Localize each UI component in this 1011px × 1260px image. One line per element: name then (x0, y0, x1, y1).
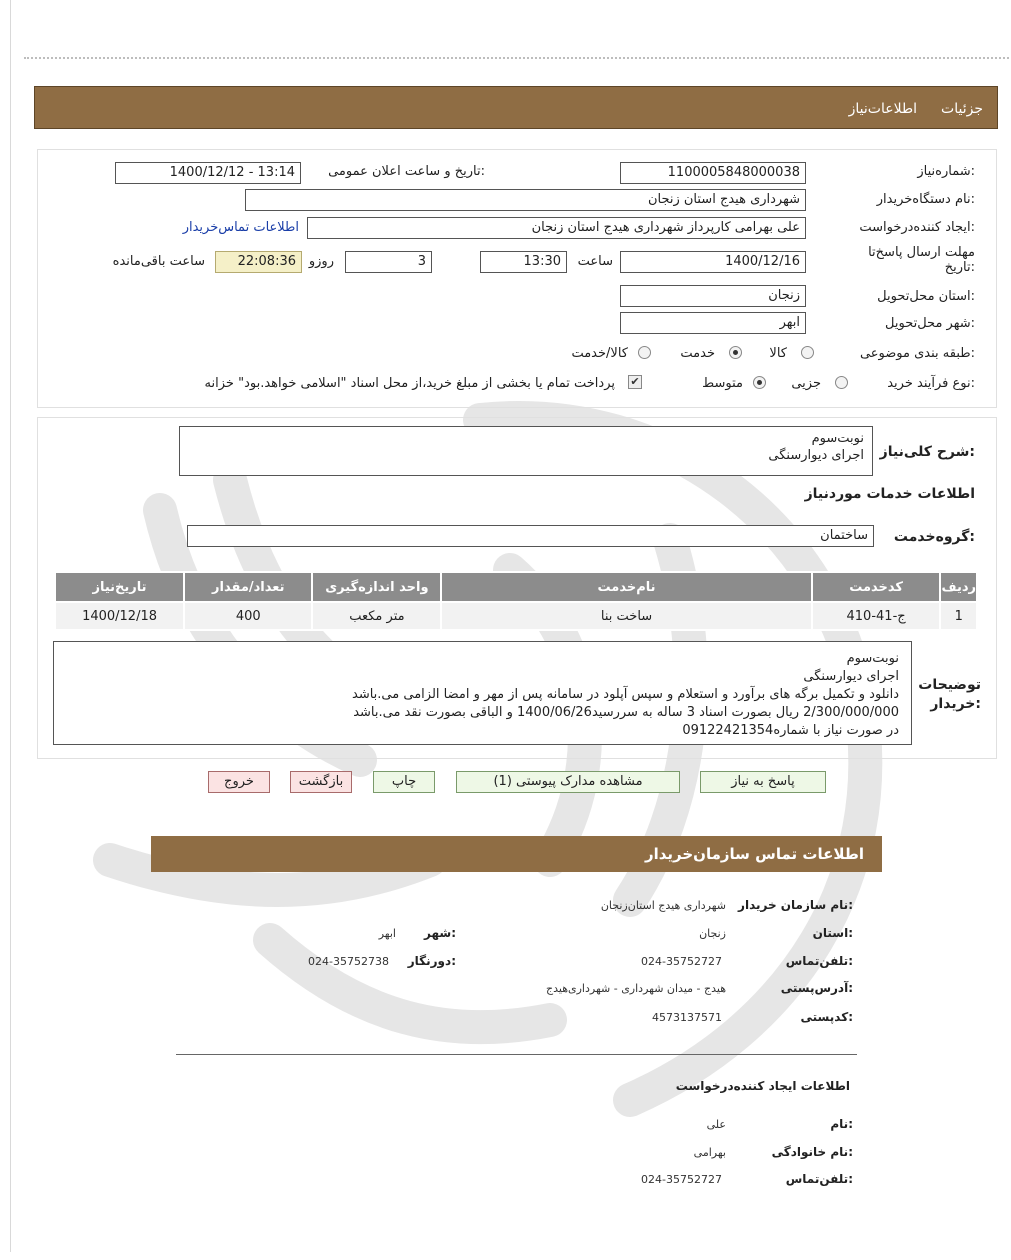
announce-field: 1400/12/12 - 13:14 (115, 162, 301, 184)
remaining-time-field: 22:08:36 (215, 251, 302, 273)
print-button[interactable]: چاپ (373, 771, 435, 793)
contact-phone-label: تلفن‌تماس: (785, 954, 853, 968)
category-label: طبقه بندی موضوعی: (859, 346, 975, 361)
requester-family-value: بهرامی (693, 1146, 726, 1159)
postal-value: 4573137571 (652, 1011, 722, 1024)
category-goods-label: کالا (769, 346, 787, 361)
summary-label: شرح کلی‌نیاز: (879, 444, 975, 460)
fax-value: 024-35752738 (308, 955, 389, 968)
buyer-org-label: نام دستگاه‌خریدار: (876, 192, 975, 207)
need-details-panel (37, 149, 997, 408)
deadline-time-field: 13:30 (480, 251, 567, 273)
dotted-divider (24, 57, 1009, 59)
city-label: شهر محل‌تحویل: (885, 316, 975, 331)
process-medium-label: متوسط (702, 376, 743, 391)
contact-city-label: شهر: (424, 926, 456, 940)
tab-need-info[interactable]: اطلاعات‌نیاز (848, 101, 917, 117)
requester-family-label: نام خانوادگی: (771, 1145, 853, 1159)
col-unit: واحد اندازه‌گیری (312, 572, 441, 602)
col-name: نام‌خدمت (441, 572, 811, 602)
tab-details[interactable]: جزئیات (941, 101, 983, 117)
attachments-button[interactable]: مشاهده مدارک پیوستی (1) (456, 771, 680, 793)
province-field: زنجان (620, 285, 806, 307)
service-group-field: ساختمان (187, 525, 874, 547)
creator-field: علی بهرامی کارپرداز شهرداری هیدج استان زنجان (307, 217, 806, 239)
deadline-date-field: 1400/12/16 (620, 251, 806, 273)
remaining-label: ساعت باقی‌مانده (112, 254, 205, 269)
announce-label: تاریخ و ساعت اعلان عمومی: (328, 164, 485, 179)
cell-qty: 400 (184, 602, 312, 630)
cell-name: ساخت بنا (441, 602, 811, 630)
notes-line-3: دانلود و تکمیل برگه های برآورد و استعلام و سپس آپلود در سامانه پس از مهر و امضا الزامی می.باشد (352, 687, 899, 702)
need-number-label: شماره‌نیاز: (917, 164, 975, 179)
col-date: تاریخ‌نیاز (55, 572, 184, 602)
address-label: آدرس‌پستی: (780, 981, 853, 995)
days-field: 3 (345, 251, 432, 273)
deadline-time-label: ساعت (577, 254, 613, 269)
back-button[interactable]: بازگشت (290, 771, 352, 793)
reply-button[interactable]: پاسخ به نیاز (700, 771, 826, 793)
address-value: هیدج - میدان شهرداری - شهرداری‌هیدج (546, 982, 726, 995)
table-row (55, 602, 977, 630)
service-group-label: گروه‌خدمت: (893, 529, 975, 545)
col-row: ردیف (940, 572, 977, 602)
process-minor-label: جزیی (791, 376, 821, 391)
contact-province-value: زنجان (699, 927, 726, 940)
notes-line-2: اجرای دیوارسنگی (803, 669, 899, 684)
col-code: کدخدمت (812, 572, 941, 602)
payment-note: پرداخت تمام یا بخشی از مبلغ خرید،از محل اسناد "اسلامی خواهد.بود" خزانه (204, 376, 615, 391)
contact-header (151, 836, 882, 872)
days-label: روزو (308, 254, 334, 269)
services-table (54, 571, 978, 631)
fax-label: دورنگار: (407, 954, 456, 968)
requester-phone-label: تلفن‌تماس: (785, 1172, 853, 1186)
left-guide-line (10, 0, 11, 1252)
services-table-wrap (54, 571, 978, 631)
process-minor-radio[interactable] (835, 376, 848, 389)
org-label: نام سازمان خریدار: (738, 898, 853, 912)
contact-city-value: ابهر (378, 927, 396, 940)
col-qty: تعداد/مقدار (184, 572, 312, 602)
summary-box (179, 426, 873, 476)
buyer-notes-box (53, 641, 912, 745)
section-divider (176, 1054, 857, 1055)
requester-phone-value: 024-35752727 (641, 1173, 722, 1186)
requester-name-label: نام: (830, 1117, 853, 1131)
exit-button[interactable]: خروج (208, 771, 270, 793)
need-number-field: 1100005848000038 (620, 162, 806, 184)
section-header (34, 86, 998, 129)
notes-line-5: در صورت نیاز با شماره09122421354 (682, 723, 899, 738)
notes-line-1: نوبت‌سوم (846, 651, 899, 666)
cell-date: 1400/12/18 (55, 602, 184, 630)
category-goods-radio[interactable] (801, 346, 814, 359)
category-both-label: کالا/خدمت (571, 346, 628, 361)
notes-line-4: 2/300/000/000 ریال بصورت اسناد 3 ساله به سررسید1400/06/26 و الباقی بصورت نقد می.باشد (353, 705, 899, 720)
summary-line-2: اجرای دیوارسنگی (768, 448, 864, 463)
process-label: نوع فرآیند خرید: (887, 376, 975, 391)
category-both-radio[interactable] (638, 346, 651, 359)
buyer-org-field: شهرداری هیدج استان زنجان (245, 189, 806, 211)
category-service-label: خدمت (680, 346, 715, 361)
city-field: ابهر (620, 312, 806, 334)
creator-label: ایجاد کننده‌درخواست: (859, 220, 975, 235)
process-medium-radio[interactable] (753, 376, 766, 389)
contact-phone-value: 024-35752727 (641, 955, 722, 968)
deadline-label: مهلت ارسال پاسخ‌تا تاریخ: (868, 245, 975, 275)
contact-title: اطلاعات تماس سازمان‌خریدار (644, 845, 864, 863)
requester-name-value: علی (706, 1118, 726, 1131)
contact-province-label: استان: (812, 926, 853, 940)
buyer-contact-link[interactable]: اطلاعات تماس‌خریدار (182, 220, 299, 235)
buyer-notes-label: توضیحات خریدار: (918, 677, 981, 712)
requester-title: اطلاعات ایجاد کننده‌درخواست (675, 1079, 850, 1093)
payment-checkbox[interactable]: ✔ (628, 375, 642, 389)
postal-label: کدپستی: (800, 1010, 853, 1024)
province-label: استان محل‌تحویل: (877, 289, 975, 304)
category-service-radio[interactable] (729, 346, 742, 359)
cell-unit: متر مکعب (312, 602, 441, 630)
cell-row: 1 (940, 602, 977, 630)
org-value: شهرداری هیدج استان‌زنجان (600, 899, 726, 912)
services-title: اطلاعات خدمات موردنیاز (804, 486, 975, 502)
cell-code: ج-41-410 (812, 602, 941, 630)
summary-line-1: نوبت‌سوم (811, 431, 864, 446)
